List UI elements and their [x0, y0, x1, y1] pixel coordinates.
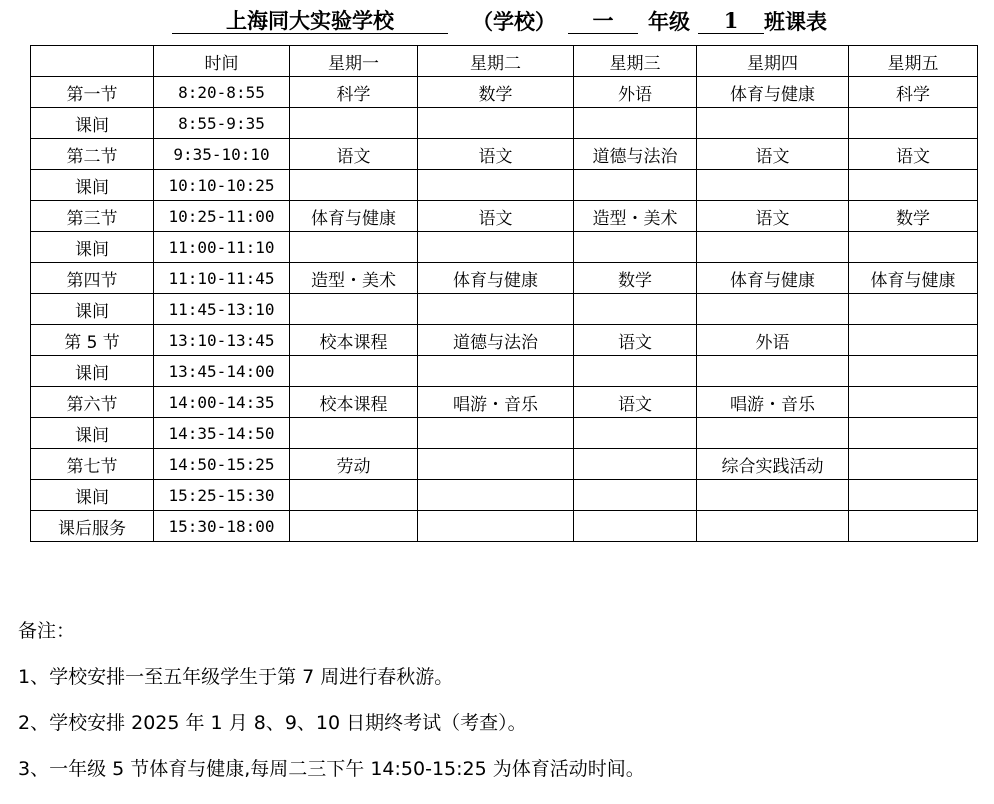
timetable-header-row — [31, 46, 978, 77]
school-name: 上海同大实验学校 — [172, 8, 448, 34]
friday-cell: 语文 — [849, 139, 978, 170]
tuesday-cell — [418, 356, 574, 387]
table-row — [31, 511, 978, 542]
tuesday-cell: 体育与健康 — [418, 263, 574, 294]
class-timetable-label: 班课表 — [764, 8, 827, 34]
tuesday-cell — [418, 294, 574, 325]
period-cell: 课间 — [31, 232, 154, 263]
tuesday-cell — [418, 108, 574, 139]
friday-cell — [849, 108, 978, 139]
thursday-cell: 唱游・音乐 — [697, 387, 849, 418]
thursday-cell — [697, 418, 849, 449]
friday-cell — [849, 449, 978, 480]
wednesday-cell: 语文 — [574, 387, 697, 418]
wednesday-cell — [574, 449, 697, 480]
period-cell: 第三节 — [31, 201, 154, 232]
thursday-cell: 体育与健康 — [697, 263, 849, 294]
grade-label: 年级 — [648, 8, 690, 34]
monday-cell — [290, 511, 418, 542]
monday-cell — [290, 418, 418, 449]
time-cell: 14:35-14:50 — [154, 418, 290, 449]
time-cell: 11:10-11:45 — [154, 263, 290, 294]
monday-cell — [290, 170, 418, 201]
table-row — [31, 139, 978, 170]
wednesday-cell: 语文 — [574, 325, 697, 356]
notes-section — [18, 616, 645, 800]
time-cell: 14:50-15:25 — [154, 449, 290, 480]
thursday-cell — [697, 170, 849, 201]
table-row — [31, 294, 978, 325]
header-cell-monday: 星期一 — [290, 46, 418, 77]
friday-cell — [849, 232, 978, 263]
table-row — [31, 480, 978, 511]
thursday-cell — [697, 480, 849, 511]
monday-cell — [290, 480, 418, 511]
wednesday-cell — [574, 294, 697, 325]
wednesday-cell — [574, 356, 697, 387]
wednesday-cell — [574, 511, 697, 542]
time-cell: 13:10-13:45 — [154, 325, 290, 356]
friday-cell — [849, 356, 978, 387]
time-cell: 8:20-8:55 — [154, 77, 290, 108]
table-row — [31, 263, 978, 294]
period-cell: 课间 — [31, 170, 154, 201]
wednesday-cell — [574, 480, 697, 511]
period-cell: 课间 — [31, 108, 154, 139]
tuesday-cell — [418, 511, 574, 542]
monday-cell: 造型・美术 — [290, 263, 418, 294]
time-cell: 11:00-11:10 — [154, 232, 290, 263]
wednesday-cell: 数学 — [574, 263, 697, 294]
wednesday-cell: 外语 — [574, 77, 697, 108]
time-cell: 13:45-14:00 — [154, 356, 290, 387]
time-cell: 11:45-13:10 — [154, 294, 290, 325]
monday-cell: 校本课程 — [290, 387, 418, 418]
table-row — [31, 449, 978, 480]
grade-value: 一 — [568, 8, 638, 34]
table-row — [31, 201, 978, 232]
tuesday-cell — [418, 480, 574, 511]
tuesday-cell — [418, 170, 574, 201]
thursday-cell: 语文 — [697, 139, 849, 170]
wednesday-cell — [574, 418, 697, 449]
friday-cell: 科学 — [849, 77, 978, 108]
monday-cell: 体育与健康 — [290, 201, 418, 232]
header-cell-thursday: 星期四 — [697, 46, 849, 77]
thursday-cell — [697, 294, 849, 325]
table-row — [31, 232, 978, 263]
table-row — [31, 77, 978, 108]
wednesday-cell — [574, 170, 697, 201]
wednesday-cell: 造型・美术 — [574, 201, 697, 232]
wednesday-cell: 道德与法治 — [574, 139, 697, 170]
period-cell: 第 5 节 — [31, 325, 154, 356]
tuesday-cell — [418, 232, 574, 263]
period-cell: 第七节 — [31, 449, 154, 480]
note-item: 1、学校安排一至五年级学生于第 7 周进行春秋游。 — [18, 666, 454, 688]
tuesday-cell: 唱游・音乐 — [418, 387, 574, 418]
friday-cell — [849, 170, 978, 201]
monday-cell — [290, 232, 418, 263]
time-cell: 10:10-10:25 — [154, 170, 290, 201]
thursday-cell: 综合实践活动 — [697, 449, 849, 480]
header-cell-tuesday: 星期二 — [418, 46, 574, 77]
time-cell: 15:30-18:00 — [154, 511, 290, 542]
tuesday-cell — [418, 449, 574, 480]
thursday-cell: 语文 — [697, 201, 849, 232]
wednesday-cell — [574, 232, 697, 263]
monday-cell — [290, 294, 418, 325]
timetable-title — [0, 4, 994, 38]
thursday-cell — [697, 511, 849, 542]
period-cell: 第六节 — [31, 387, 154, 418]
period-cell: 第二节 — [31, 139, 154, 170]
tuesday-cell: 语文 — [418, 201, 574, 232]
time-cell: 8:55-9:35 — [154, 108, 290, 139]
friday-cell — [849, 480, 978, 511]
table-row — [31, 418, 978, 449]
friday-cell — [849, 294, 978, 325]
timetable — [30, 45, 978, 542]
period-cell: 课间 — [31, 356, 154, 387]
tuesday-cell — [418, 418, 574, 449]
table-row — [31, 170, 978, 201]
time-cell: 9:35-10:10 — [154, 139, 290, 170]
friday-cell: 数学 — [849, 201, 978, 232]
thursday-cell — [697, 108, 849, 139]
thursday-cell — [697, 232, 849, 263]
wednesday-cell — [574, 108, 697, 139]
class-number: 1 — [698, 8, 764, 34]
monday-cell: 科学 — [290, 77, 418, 108]
tuesday-cell: 数学 — [418, 77, 574, 108]
thursday-cell: 外语 — [697, 325, 849, 356]
friday-cell — [849, 418, 978, 449]
table-row — [31, 387, 978, 418]
monday-cell — [290, 356, 418, 387]
table-row — [31, 108, 978, 139]
monday-cell — [290, 108, 418, 139]
thursday-cell — [697, 356, 849, 387]
period-cell: 课间 — [31, 418, 154, 449]
note-item: 3、一年级 5 节体育与健康,每周二三下午 14:50-15:25 为体育活动时间。 — [18, 758, 645, 780]
header-cell-friday: 星期五 — [849, 46, 978, 77]
period-cell: 课间 — [31, 294, 154, 325]
thursday-cell: 体育与健康 — [697, 77, 849, 108]
notes-heading: 备注： — [18, 620, 76, 642]
friday-cell — [849, 325, 978, 356]
monday-cell: 校本课程 — [290, 325, 418, 356]
school-suffix: （学校） — [472, 8, 556, 34]
monday-cell: 语文 — [290, 139, 418, 170]
table-row — [31, 325, 978, 356]
monday-cell: 劳动 — [290, 449, 418, 480]
header-cell-time: 时间 — [154, 46, 290, 77]
period-cell: 第四节 — [31, 263, 154, 294]
period-cell: 课后服务 — [31, 511, 154, 542]
friday-cell: 体育与健康 — [849, 263, 978, 294]
header-cell-period — [31, 46, 154, 77]
time-cell: 14:00-14:35 — [154, 387, 290, 418]
time-cell: 10:25-11:00 — [154, 201, 290, 232]
tuesday-cell: 语文 — [418, 139, 574, 170]
note-item: 2、学校安排 2025 年 1 月 8、9、10 日期终考试（考查）。 — [18, 712, 527, 734]
friday-cell — [849, 387, 978, 418]
tuesday-cell: 道德与法治 — [418, 325, 574, 356]
table-row — [31, 356, 978, 387]
period-cell: 课间 — [31, 480, 154, 511]
time-cell: 15:25-15:30 — [154, 480, 290, 511]
friday-cell — [849, 511, 978, 542]
period-cell: 第一节 — [31, 77, 154, 108]
header-cell-wednesday: 星期三 — [574, 46, 697, 77]
